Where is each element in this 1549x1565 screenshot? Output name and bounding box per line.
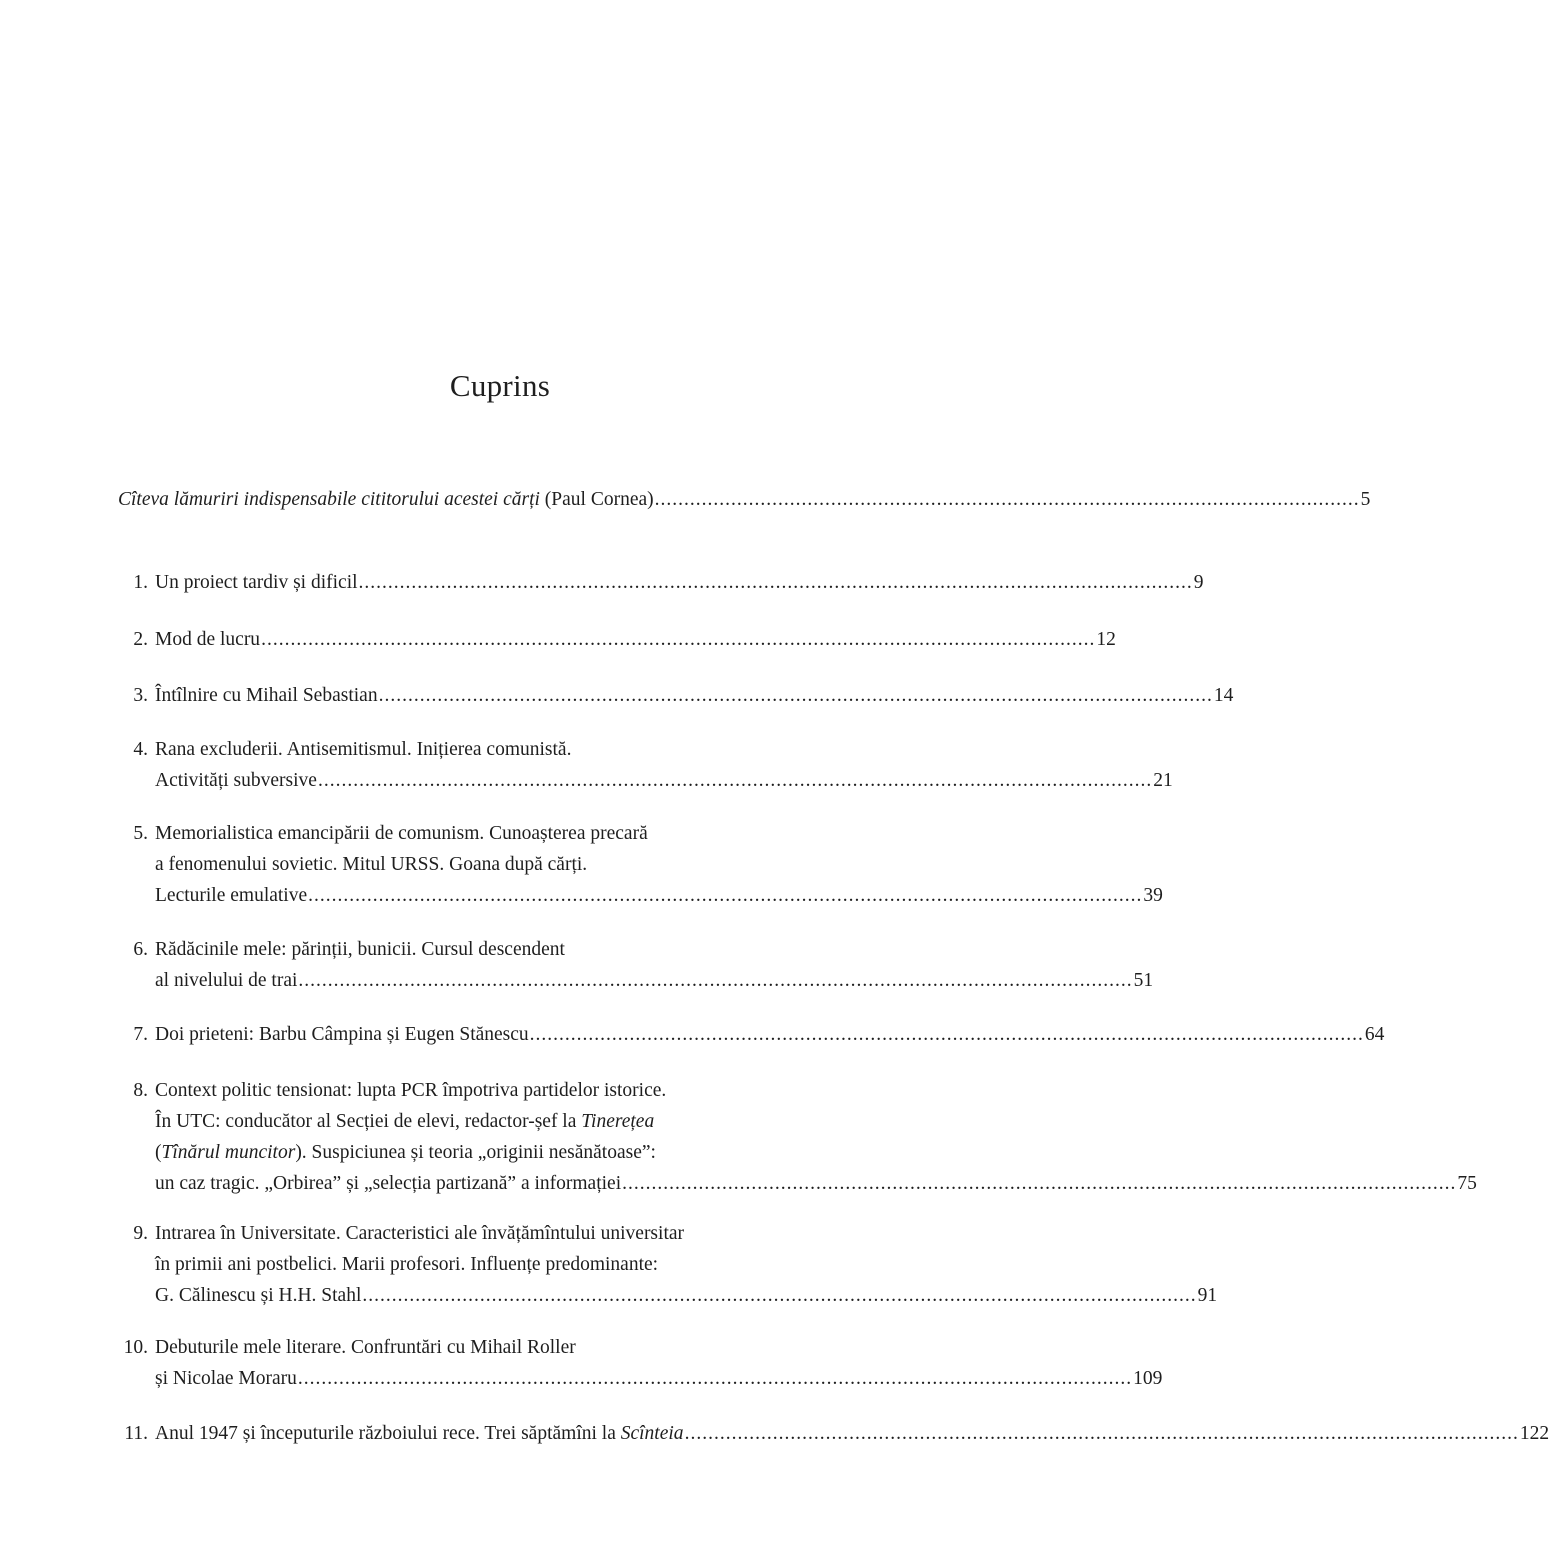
chapter-title: Anul 1947 și începuturile războiului rece. Trei săptămîni la Scînteia: [155, 1423, 684, 1444]
chapter-number: 11.: [124, 1423, 148, 1444]
dot-leader: ..............................................................................................................................................: [378, 685, 1213, 706]
dot-leader: ..............................................................................................................................................: [308, 885, 1143, 906]
dot-leader: ..............................................................................................................................................: [261, 629, 1096, 650]
dot-leader: ..............................................................................................................................................: [684, 1423, 1519, 1444]
chapter-title-line: și Nicolae Moraru: [155, 1368, 297, 1389]
page-number: 39: [1143, 885, 1163, 906]
chapter-number: 7.: [133, 1024, 148, 1045]
chapter-title-line: Rana excluderii. Antisemitismul. Inițierea comunistă.: [155, 739, 572, 760]
chapter-title-line: Debuturile mele literare. Confruntări cu Mihail Roller: [155, 1337, 576, 1358]
preface-author: (Paul Cornea): [544, 489, 654, 510]
chapter-number: 2.: [133, 629, 148, 650]
dot-leader: ..............................................................................................................................................: [622, 1173, 1457, 1194]
chapter-title: Doi prieteni: Barbu Câmpina și Eugen Stănescu: [155, 1024, 529, 1045]
journal-title: Scînteia: [620, 1423, 684, 1444]
chapter-title-line: Rădăcinile mele: părinții, bunicii. Cursul descendent: [155, 939, 565, 960]
page-number: 12: [1096, 629, 1116, 650]
chapter-number: 1.: [133, 572, 148, 593]
page-number: 122: [1519, 1423, 1549, 1444]
chapter-title-line: Context politic tensionat: lupta PCR împotriva partidelor istorice.: [155, 1080, 667, 1101]
page-number: 5: [1360, 489, 1371, 510]
journal-title: Tînărul muncitor: [161, 1142, 296, 1163]
dot-leader: ..............................................................................................................................................: [529, 1024, 1364, 1045]
chapter-title-line: (Tînărul muncitor). Suspiciunea și teoria „originii nesănătoase”:: [155, 1142, 656, 1163]
chapter-title-line: al nivelului de trai: [155, 970, 298, 991]
chapter-number: 10.: [123, 1337, 148, 1358]
dot-leader: ........................................................................................................................: [654, 489, 1360, 510]
preface-title: Cîteva lămuriri indispensabile cititorului acestei cărți: [118, 489, 540, 510]
page-number: 51: [1133, 970, 1154, 991]
dot-leader: ..............................................................................................................................................: [362, 1285, 1197, 1306]
dot-leader: ..............................................................................................................................................: [358, 572, 1193, 593]
chapter-number: 5.: [133, 823, 148, 844]
page-number: 21: [1153, 770, 1173, 791]
chapter-title-line: Lecturile emulative: [155, 885, 308, 906]
chapter-title-line: a fenomenului sovietic. Mitul URSS. Goana după cărți.: [155, 854, 588, 875]
page-number: 109: [1133, 1368, 1163, 1389]
page-number: 14: [1213, 685, 1234, 706]
page-number: 75: [1457, 1173, 1477, 1194]
chapter-number: 8.: [133, 1080, 148, 1101]
chapter-title: Întîlnire cu Mihail Sebastian: [155, 685, 378, 706]
dot-leader: ..............................................................................................................................................: [297, 1368, 1133, 1389]
page-number: 91: [1197, 1285, 1218, 1306]
dot-leader: ..............................................................................................................................................: [298, 970, 1133, 991]
chapter-title-line: în primii ani postbelici. Marii profesori. Influențe predominante:: [155, 1254, 659, 1275]
journal-title: Tinerețea: [581, 1111, 655, 1132]
chapter-title-line: Intrarea în Universitate. Caracteristici ale învățămîntului universitar: [155, 1223, 685, 1244]
chapter-title-line: Memorialistica emancipării de comunism. Cunoașterea precară: [155, 823, 648, 844]
chapter-title-line: un caz tragic. „Orbirea” și „selecția partizană” a informației: [155, 1173, 622, 1194]
chapter-number: 9.: [133, 1223, 148, 1244]
chapter-title: Un proiect tardiv și dificil: [155, 572, 358, 593]
chapter-number: 4.: [133, 739, 148, 760]
chapter-title: Mod de lucru: [155, 629, 261, 650]
chapter-title-line: Activități subversive: [155, 770, 317, 791]
page-number: 9: [1193, 572, 1204, 593]
chapter-title-line: În UTC: conducător al Secției de elevi, redactor-șef la Tinerețea: [155, 1111, 655, 1132]
dot-leader: ..............................................................................................................................................: [317, 770, 1153, 791]
page-title: Cuprins: [449, 368, 551, 403]
chapter-number: 6.: [133, 939, 148, 960]
chapter-number: 3.: [133, 685, 148, 706]
chapter-title-line: G. Călinescu și H.H. Stahl: [155, 1285, 362, 1306]
page-number: 64: [1364, 1024, 1385, 1045]
